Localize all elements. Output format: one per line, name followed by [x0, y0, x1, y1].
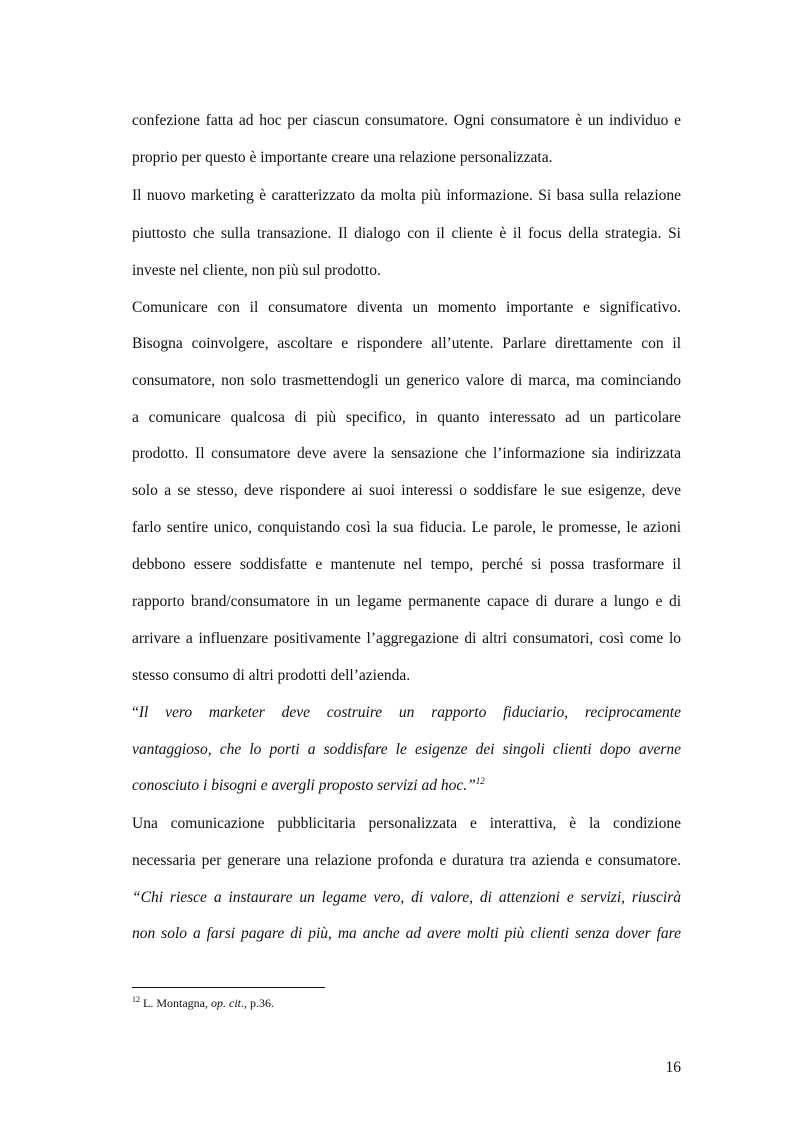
body-text-line: Comunicare con il consumatore diventa un momento importante e significativo.: [132, 299, 681, 316]
quote-line: [132, 703, 681, 723]
body-text-line: prodotto. Il consumatore deve avere la sensazione che l’informazione sia indirizzata: [132, 445, 681, 462]
body-text-line: Bisogna coinvolgere, ascoltare e rispondere all’utente. Parlare direttamente con il: [132, 335, 681, 352]
quote-line: vantaggioso, che lo porti a soddisfare le esigenze dei singoli clienti dopo averne: [132, 741, 681, 758]
body-text-line: piuttosto che sulla transazione. Il dialogo con il cliente è il focus della strategia. Si: [132, 225, 681, 242]
footnote-number: 12: [132, 995, 140, 1004]
footnote-reference: 12: [475, 775, 485, 786]
open-quote-mark: “: [132, 704, 139, 721]
quote-line: [132, 776, 681, 796]
quote-text: conosciuto i bisogni e avergli proposto servizi ad hoc.”: [132, 777, 476, 794]
body-text-line: arrivare a influenzare positivamente l’aggregazione di altri consumatori, così come lo: [132, 630, 681, 647]
body-text-line: a comunicare qualcosa di più specifico, in quanto interessato ad un particolare: [132, 409, 681, 426]
body-text-line: necessaria per generare una relazione profonda e duratura tra azienda e consumatore.: [132, 852, 681, 869]
quote-line: “Chi riesce a instaurare un legame vero, di valore, di attenzioni e servizi, riuscirà: [132, 889, 681, 906]
body-text-line: stesso consumo di altri prodotti dell’azienda.: [132, 667, 411, 684]
body-text-line: rapporto brand/consumatore in un legame permanente capace di durare a lungo e di: [132, 593, 681, 610]
footnote-work: op. cit: [211, 996, 241, 1010]
body-text-line: solo a se stesso, deve rispondere ai suoi interessi o soddisfare le sue esigenze, deve: [132, 482, 681, 499]
quote-line: non solo a farsi pagare di più, ma anche ad avere molti più clienti senza dover fare: [132, 925, 681, 942]
footnote-author: L. Montagna,: [140, 996, 211, 1010]
body-text-line: proprio per questo è importante creare una relazione personalizzata.: [132, 149, 553, 166]
footnote-divider: [132, 987, 325, 988]
footnote: [132, 995, 274, 1011]
body-text-line: confezione fatta ad hoc per ciascun consumatore. Ogni consumatore è un individuo e: [132, 112, 681, 129]
body-text-line: Una comunicazione pubblicitaria personalizzata e interattiva, è la condizione: [132, 815, 681, 832]
body-text-line: farlo sentire unico, conquistando così la sua fiducia. Le parole, le promesse, le azioni: [132, 519, 681, 536]
footnote-rest: ., p.36.: [241, 996, 274, 1010]
body-text-line: debbono essere soddisfatte e mantenute nel tempo, perché si possa trasformare il: [132, 556, 681, 573]
body-text-line: investe nel cliente, non più sul prodotto.: [132, 262, 381, 279]
quote-text: Il vero marketer deve costruire un rapporto fiduciario, reciprocamente: [138, 704, 681, 721]
page-number: 16: [665, 1059, 681, 1076]
body-text-line: Il nuovo marketing è caratterizzato da molta più informazione. Si basa sulla relazione: [132, 187, 681, 204]
body-text-line: consumatore, non solo trasmettendogli un generico valore di marca, ma cominciando: [132, 372, 681, 389]
